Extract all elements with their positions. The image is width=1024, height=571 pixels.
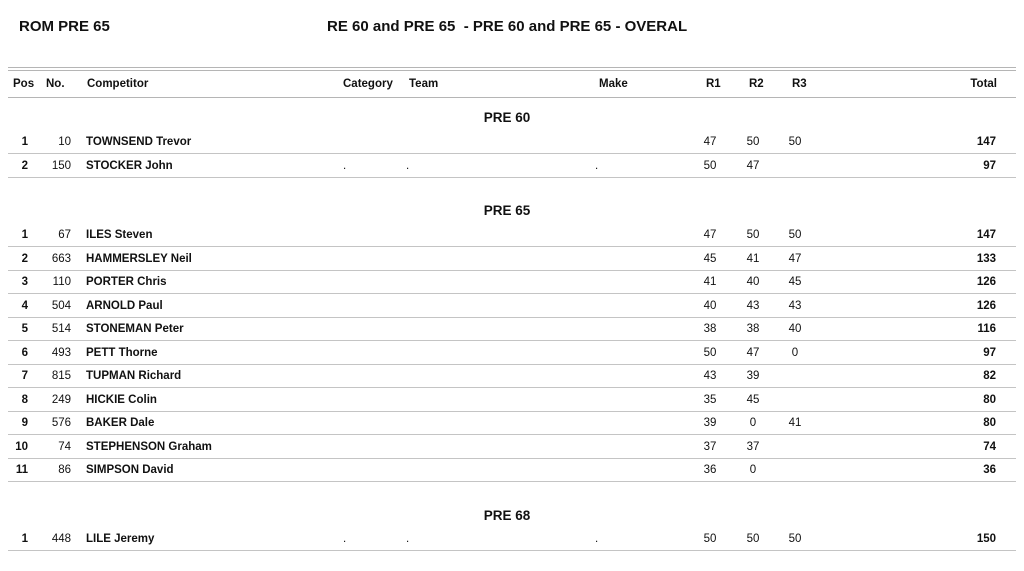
cell-no: 67 bbox=[58, 229, 71, 241]
cell-r1: 50 bbox=[703, 533, 717, 545]
col-category-header: Category bbox=[343, 78, 393, 90]
cell-total: 80 bbox=[983, 393, 996, 406]
table-row bbox=[0, 389, 1024, 412]
cell-total: 97 bbox=[983, 346, 996, 359]
cell-r3: 50 bbox=[788, 533, 802, 545]
cell-r3: 41 bbox=[788, 417, 802, 429]
cell-no: 448 bbox=[51, 533, 71, 545]
cell-competitor: PETT Thorne bbox=[86, 346, 158, 359]
cell-r3: 0 bbox=[791, 346, 799, 359]
col-r1-header: R1 bbox=[706, 78, 721, 90]
header-rule-top-2 bbox=[8, 70, 1016, 71]
cell-r2: 0 bbox=[749, 417, 757, 429]
cell-no: 504 bbox=[51, 299, 71, 312]
cell-r2: 50 bbox=[746, 533, 760, 545]
cell-pos: 2 bbox=[21, 159, 28, 172]
cell-r1: 45 bbox=[703, 252, 717, 265]
cell-r1: 36 bbox=[703, 464, 717, 476]
cell-no: 815 bbox=[51, 370, 71, 382]
cell-no: 10 bbox=[58, 136, 71, 148]
cell-r3: 47 bbox=[788, 252, 802, 265]
cell-competitor: STOCKER John bbox=[86, 159, 173, 172]
cell-r2: 43 bbox=[746, 299, 760, 312]
cell-r2: 50 bbox=[746, 136, 760, 148]
section-title: PRE 68 bbox=[483, 508, 531, 523]
cell-r3: 50 bbox=[788, 229, 802, 241]
cell-no: 74 bbox=[58, 440, 71, 453]
cell-r1: 40 bbox=[703, 299, 717, 312]
cell-pos: 10 bbox=[15, 440, 28, 453]
cell-no: 86 bbox=[58, 464, 71, 476]
col-total-header: Total bbox=[970, 78, 997, 90]
cell-pos: 3 bbox=[21, 276, 28, 288]
cell-r1: 43 bbox=[703, 370, 717, 382]
cell-make: . bbox=[595, 533, 599, 545]
cell-total: 133 bbox=[976, 252, 996, 265]
cell-r2: 45 bbox=[746, 393, 760, 406]
table-row bbox=[0, 248, 1024, 271]
col-r2-header: R2 bbox=[749, 78, 764, 90]
cell-total: 80 bbox=[983, 417, 996, 429]
col-make-header: Make bbox=[599, 78, 628, 90]
cell-total: 116 bbox=[977, 323, 996, 335]
table-row bbox=[0, 459, 1024, 482]
cell-competitor: LILE Jeremy bbox=[86, 533, 155, 545]
cell-competitor: STONEMAN Peter bbox=[86, 323, 184, 335]
cell-competitor: SIMPSON David bbox=[86, 464, 174, 476]
cell-r1: 39 bbox=[703, 417, 717, 429]
section-title: PRE 65 bbox=[483, 203, 531, 218]
title-left: ROM PRE 65 bbox=[19, 18, 110, 35]
cell-pos: 5 bbox=[21, 323, 28, 335]
table-row bbox=[0, 318, 1024, 341]
table-row bbox=[0, 412, 1024, 435]
col-pos-header: Pos bbox=[13, 78, 35, 90]
table-row bbox=[0, 365, 1024, 388]
cell-total: 97 bbox=[983, 159, 996, 172]
cell-no: 110 bbox=[52, 276, 71, 288]
table-row bbox=[0, 131, 1024, 154]
row-divider bbox=[8, 550, 1016, 551]
cell-pos: 4 bbox=[21, 299, 28, 312]
cell-total: 150 bbox=[976, 533, 996, 545]
cell-competitor: HICKIE Colin bbox=[86, 393, 157, 406]
cell-pos: 2 bbox=[21, 252, 28, 265]
cell-pos: 7 bbox=[21, 370, 28, 382]
cell-r3: 43 bbox=[788, 299, 802, 312]
cell-no: 150 bbox=[51, 159, 71, 172]
cell-r1: 50 bbox=[703, 159, 717, 172]
cell-team: . bbox=[406, 533, 410, 545]
cell-r2: 40 bbox=[746, 276, 760, 288]
cell-r2: 38 bbox=[746, 323, 760, 335]
cell-pos: 8 bbox=[21, 393, 28, 406]
cell-r2: 50 bbox=[746, 229, 760, 241]
col-team-header: Team bbox=[409, 78, 439, 90]
table-row bbox=[0, 528, 1024, 551]
cell-no: 493 bbox=[51, 346, 71, 359]
col-no-header: No. bbox=[46, 78, 65, 90]
cell-pos: 11 bbox=[15, 464, 28, 476]
row-divider bbox=[8, 481, 1016, 482]
cell-r1: 47 bbox=[703, 229, 717, 241]
cell-competitor: STEPHENSON Graham bbox=[86, 440, 212, 453]
header-rule-top bbox=[8, 67, 1016, 68]
cell-r2: 47 bbox=[746, 159, 760, 172]
cell-r2: 37 bbox=[746, 440, 760, 453]
cell-no: 663 bbox=[51, 252, 71, 265]
col-r3-header: R3 bbox=[792, 78, 807, 90]
cell-make: . bbox=[595, 159, 599, 172]
cell-r1: 50 bbox=[703, 346, 717, 359]
cell-r3: 45 bbox=[788, 276, 802, 288]
cell-pos: 9 bbox=[21, 417, 28, 429]
col-competitor-header: Competitor bbox=[87, 78, 149, 90]
cell-total: 126 bbox=[976, 299, 996, 312]
cell-r1: 47 bbox=[703, 136, 717, 148]
cell-no: 249 bbox=[51, 393, 71, 406]
cell-total: 126 bbox=[976, 276, 996, 288]
cell-r1: 41 bbox=[703, 276, 717, 288]
cell-team: . bbox=[406, 159, 410, 172]
cell-competitor: TUPMAN Richard bbox=[86, 370, 182, 382]
cell-no: 514 bbox=[51, 323, 71, 335]
cell-r2: 41 bbox=[746, 252, 760, 265]
row-divider bbox=[8, 177, 1016, 178]
cell-r2: 47 bbox=[746, 346, 760, 359]
table-row bbox=[0, 295, 1024, 318]
cell-r2: 0 bbox=[749, 464, 757, 476]
cell-category: . bbox=[343, 533, 347, 545]
cell-r1: 37 bbox=[703, 440, 717, 453]
table-row bbox=[0, 224, 1024, 247]
cell-competitor: ARNOLD Paul bbox=[86, 299, 163, 312]
cell-pos: 6 bbox=[21, 346, 28, 359]
cell-total: 36 bbox=[983, 464, 996, 476]
cell-competitor: PORTER Chris bbox=[86, 276, 167, 288]
cell-competitor: BAKER Dale bbox=[86, 417, 155, 429]
table-row bbox=[0, 436, 1024, 459]
cell-r3: 40 bbox=[788, 323, 802, 335]
cell-pos: 1 bbox=[21, 229, 28, 241]
cell-r1: 38 bbox=[703, 323, 717, 335]
table-row bbox=[0, 271, 1024, 294]
cell-total: 74 bbox=[983, 440, 996, 453]
cell-competitor: ILES Steven bbox=[86, 229, 153, 241]
cell-competitor: TOWNSEND Trevor bbox=[86, 136, 192, 148]
cell-category: . bbox=[343, 159, 347, 172]
table-row bbox=[0, 155, 1024, 178]
cell-total: 147 bbox=[976, 136, 996, 148]
cell-total: 147 bbox=[976, 229, 996, 241]
cell-r1: 35 bbox=[703, 393, 717, 406]
cell-r3: 50 bbox=[788, 136, 802, 148]
cell-pos: 1 bbox=[21, 533, 28, 545]
cell-pos: 1 bbox=[21, 136, 28, 148]
cell-total: 82 bbox=[983, 370, 996, 382]
cell-r2: 39 bbox=[746, 370, 760, 382]
section-title: PRE 60 bbox=[483, 110, 531, 125]
header-rule-bottom bbox=[8, 97, 1016, 98]
table-row bbox=[0, 342, 1024, 365]
cell-competitor: HAMMERSLEY Neil bbox=[86, 252, 192, 265]
page-title: RE 60 and PRE 65 - PRE 60 and PRE 65 - OVERAL bbox=[327, 18, 688, 35]
cell-no: 576 bbox=[51, 417, 71, 429]
